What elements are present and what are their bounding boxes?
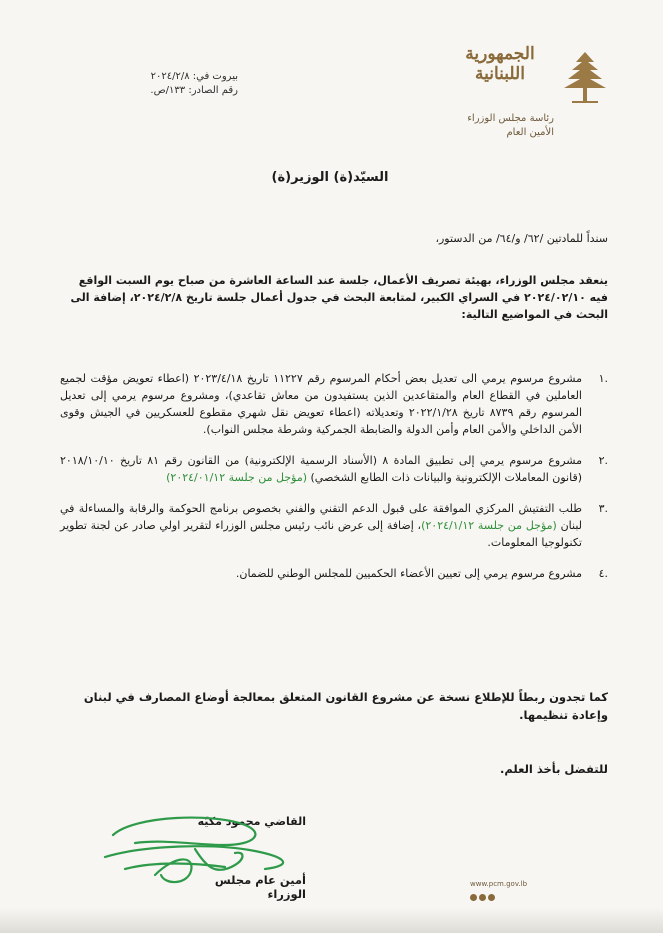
attachment-note: كما تجدون ربطاً للإطلاع نسخة عن مشروع القانون المتعلق بمعالجة أوضاع المصارف في لبنان وإعادة تنظيمها. (83, 690, 608, 722)
agenda-item (60, 370, 608, 438)
agenda-item-text: مشروع مرسوم يرمي الى تعديل بعض أحكام المرسوم رقم ١١٢٢٧ تاريخ ٢٠٢٣/٤/١٨ (اعطاء تعويض مؤقت لجميع العاملين في القطاع العام والمتقاعدين الذين يستفيدون من معاش تقاعدي)، ومشروع مرسوم يرمي إلى تعديل المرسوم رقم ٨٧٣٩ تاريخ ٢٠٢٢/١/٢٨ وتعديلاته (اعطاء تعويض نقل شهري مقطوع للعسكريين في الجيش وقوى الأمن الداخلي والأمن العام وأمن الدولة والضابطة الجمركية وشرطة مجلس النواب). (60, 372, 583, 436)
agenda-list (60, 370, 608, 596)
letter-meta (88, 70, 238, 98)
department-line-2: الأمين العام (506, 127, 554, 138)
website-text: www.pcm.gov.lb (470, 880, 528, 888)
cedar-logo-icon (558, 46, 612, 106)
twitter-icon (479, 894, 486, 901)
closing-line: للتفضل بأخذ العلم. (500, 762, 608, 776)
agenda-item (60, 452, 608, 486)
agenda-item-number: .١ (598, 372, 608, 385)
agenda-item-text: مشروع مرسوم يرمي إلى تعيين الأعضاء الحكميين للمجلس الوطني للضمان. (235, 567, 582, 580)
postponed-note: (مؤجل من جلسة ٢٠٢٤/١/١٢) (421, 519, 557, 532)
facebook-icon (470, 894, 477, 901)
postponed-note: (مؤجل من جلسة ٢٠٢٤/٠١/١٢) (166, 471, 308, 484)
social-icons (470, 894, 590, 903)
instagram-icon (488, 894, 495, 901)
page-bottom-shadow (0, 908, 663, 933)
letterhead (446, 40, 656, 155)
agenda-item-number: .٢ (598, 454, 608, 467)
brand-line-2: اللبنانية (475, 64, 525, 84)
date-line: بيروت في: ٢٠٢٤/٢/٨ (150, 71, 238, 82)
brand-line-1: الجمهورية (465, 44, 535, 64)
department-line-1: رئاسة مجلس الوزراء (467, 113, 554, 124)
agenda-item-text: مشروع مرسوم يرمي إلى تطبيق المادة ٨ (الأسناد الرسمية الإلكترونية) من القانون رقم ٨١ تاريخ ٢٠١٨/١٠/١٠ (قانون المعاملات الإلكترونية والبيانات ذات الطابع الشخصي) (60, 454, 583, 484)
agenda-item-text: طلب التفتيش المركزي الموافقة على قبول الدعم التقني والفني بخصوص برنامج الحوكمة والرقابة والمساءلة في لبنان (60, 502, 583, 532)
signatory-title: أمين عام مجلس الوزراء (214, 873, 306, 901)
letterhead-brand (446, 44, 554, 84)
agenda-item-text-continued: ، إضافة إلى عرض نائب رئيس مجلس الوزراء لتقرير اولي صادر عن لجنة تطوير تكنولوجيا المعلومات. (60, 519, 582, 549)
legal-basis: سنداً للمادتين /٦٢/ و/٦٤/ من الدستور، (435, 232, 608, 245)
agenda-item (60, 565, 608, 582)
reference-line: رقم الصادر: ١٣٣/ص. (150, 85, 238, 96)
intro-paragraph: ينعقد مجلس الوزراء، بهيئة تصريف الأعمال، جلسة عند الساعة العاشرة من صباح يوم السبت الواقع فيه ٢٠٢٤/٠٢/١٠ في السراي الكبير، لمتابعة البحث في جدول أعمال جلسة تاريخ ٢٠٢٤/٢/٨، إضافة الى البحث في المواضيع التالية: (70, 274, 608, 321)
signatory-name: القاضي محمود مكيّه (197, 815, 306, 828)
footer (470, 880, 590, 903)
agenda-item-number: .٣ (598, 502, 608, 515)
agenda-item (60, 500, 608, 551)
agenda-item-number: .٤ (598, 567, 608, 580)
salutation: السيّد(ة) الوزير(ة) (271, 170, 389, 185)
letterhead-department (446, 112, 554, 140)
